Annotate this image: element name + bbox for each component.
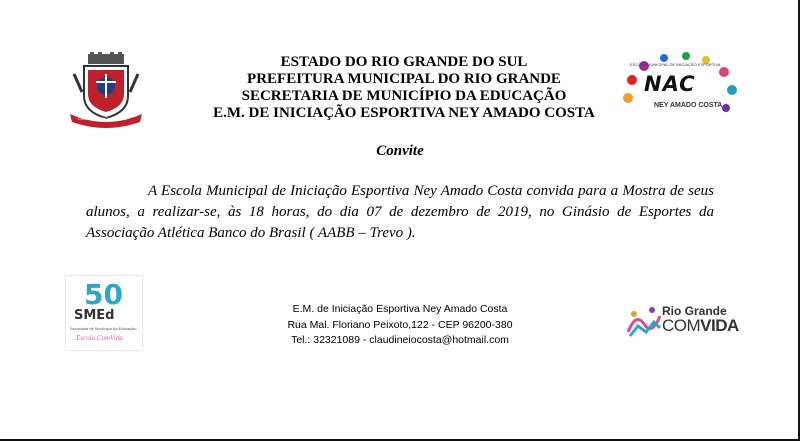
smed-tagline: Secretaria de Município da Educação [70, 326, 137, 331]
footer-school-name: E.M. de Iniciação Esportiva Ney Amado Costa [292, 303, 508, 315]
header-state: ESTADO DO RIO GRANDE DO SUL [280, 54, 528, 70]
nac-logo [614, 52, 754, 124]
invitation-title: Convite [376, 143, 424, 159]
nac-subtitle: NEY AMADO COSTA [654, 102, 723, 109]
footer-address: Rua Mal. Floriano Peixoto,122 - CEP 96200-380 [287, 318, 513, 331]
comvida-com: COM [662, 316, 701, 335]
header-school: E.M. DE INICIAÇÃO ESPORTIVA NEY AMADO COSTA [213, 105, 595, 121]
invitation-body: A Escola Municipal de Iniciação Esportiva Ney Amado Costa convida para a Mostra de seus alunos, a realizar-se, às 18 horas, do dia 07 de dezembro de 2019, no Ginásio de Esportes da Associação Atlética Banco do Brasil ( AABB – Trevo ). [86, 183, 714, 241]
comvida-vida: VIDA [700, 316, 739, 335]
nac-title: NAC [644, 72, 696, 96]
header-secretariat: SECRETARIA DE MUNICÍPIO DA EDUCAÇÃO [241, 88, 567, 104]
comvida-label [662, 316, 739, 336]
footer-phone-email: Tel.: 32321089 - claudineiocosta@hotmail.com [291, 334, 509, 346]
smed-logo [66, 276, 142, 350]
header-prefecture: PREFEITURA MUNICIPAL DO RIO GRANDE [247, 71, 561, 87]
rio-grande-comvida-logo [624, 302, 764, 342]
crest-ribbon-text: CIDADE DO RIO GRANDE [78, 116, 127, 121]
smed-slogan: Escola ComVida [76, 334, 123, 342]
smed-anniversary-number: 50 [84, 278, 123, 311]
rio-grande-label: Rio Grande [662, 304, 727, 318]
school-contact-footer [240, 302, 560, 349]
smed-name: SMEd [74, 308, 115, 323]
nac-arc-text: ESCOLA MUNICIPAL DE INICIAÇÃO ESPORTIVA [630, 62, 721, 67]
